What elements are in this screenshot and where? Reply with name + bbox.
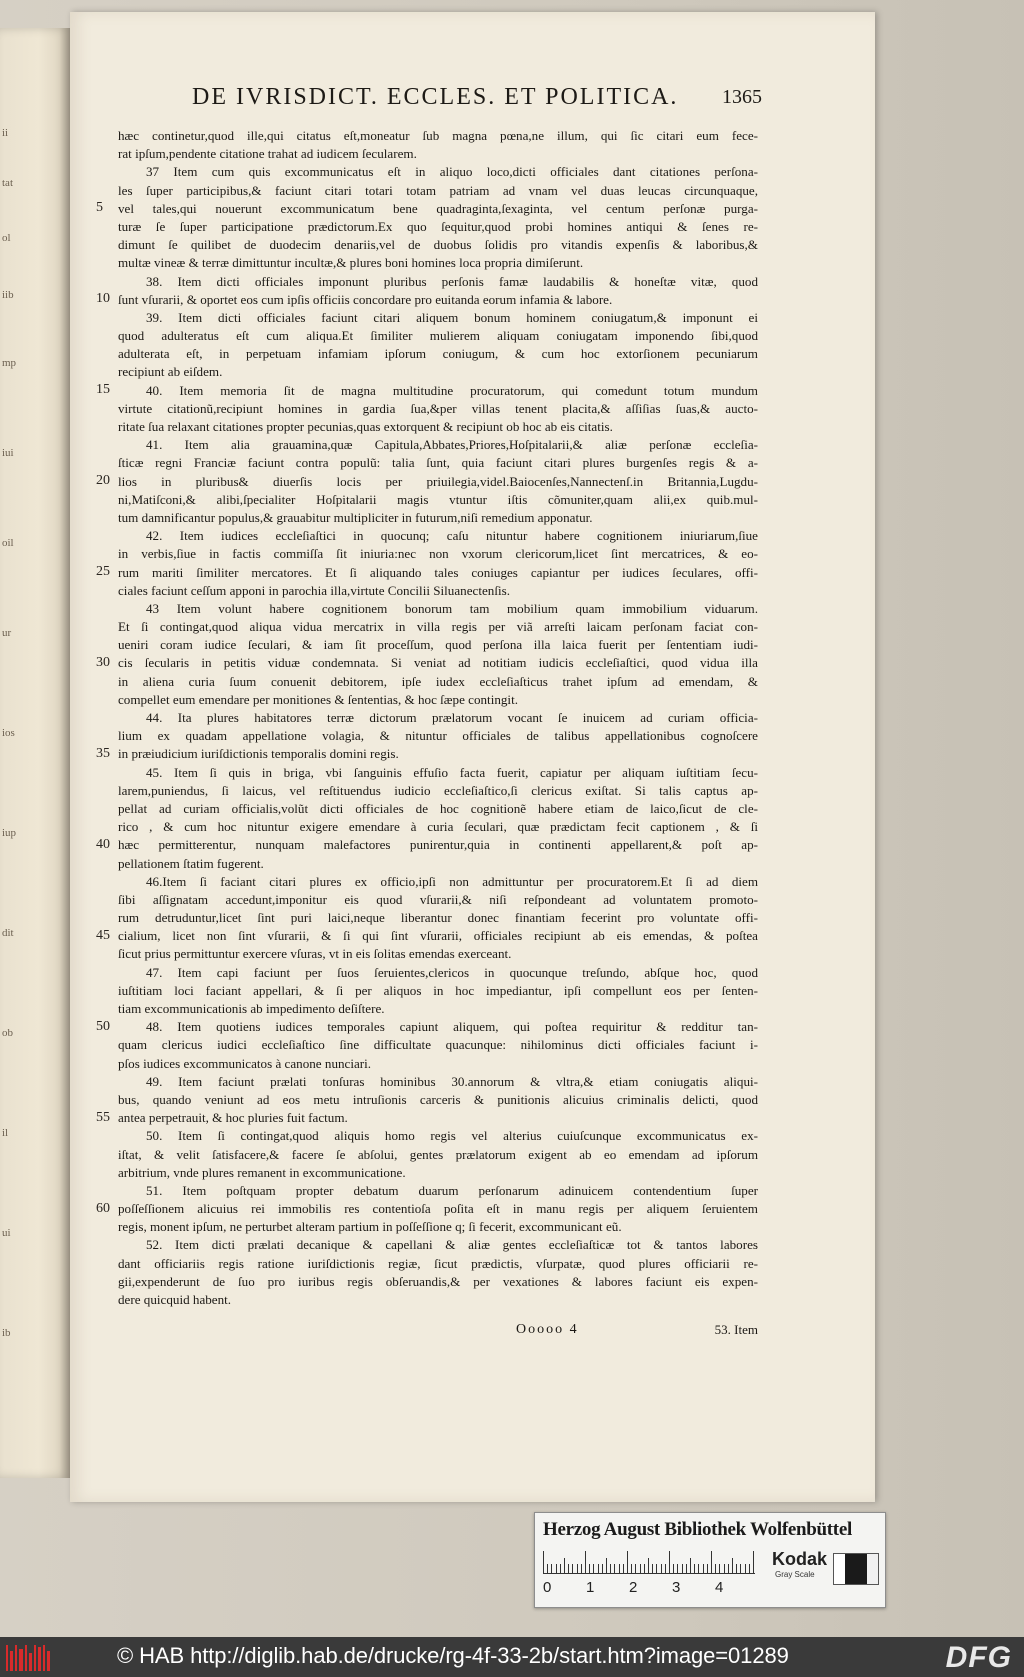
text-line: ſunt vſurarii, & oportet eos cum ipſis officiis concordare pro euitanda eorum infamia & labore. xyxy=(118,291,613,307)
text-line: quod adulteratus eſt cum aliqua.Et ſimiliter mulierem aliquam coniugatam imponendo ſibi,quod xyxy=(118,328,758,344)
ruler-tick xyxy=(665,1564,666,1573)
text-line: in præiudicium iuriſdictionis temporalis domini regis. xyxy=(118,746,399,762)
text-line: dere quicquid habent. xyxy=(118,1292,232,1307)
text-line: 42. Item iudices eccleſiaſtici in quocunq; caſu nituntur habere cognitionem iniuriarum,ſiue xyxy=(146,528,758,544)
left-page-fragment: iib xyxy=(2,289,14,301)
text-line: Et ſi contingat,quod aliqua vidua mercatrix in villa regis per viã arreſti laicam perſonam faciat con- xyxy=(118,619,758,635)
adjacent-page-edge xyxy=(0,28,70,1478)
line-number: 60 xyxy=(96,1200,110,1216)
text-line: 49. Item faciunt prælati tonſuras hominibus 30.annorum & vltra,& etiam coniugatis aliqui- xyxy=(146,1073,758,1089)
left-page-fragment: ob xyxy=(2,1027,13,1039)
text-line: ciales faciunt ceſſum apponi in parochia illa,virtute Concilii Siluanectenſis. xyxy=(118,582,510,598)
text-line: rum mariti ſimiliter mercatores. Et ſi aliquando tales coniuges capiantur per iudices ſeculares, offi- xyxy=(118,564,758,580)
text-line: 40. Item memoria ſit de magna multitudine procuratorum, qui comedunt totum mundum xyxy=(146,382,758,398)
ruler-tick xyxy=(749,1564,750,1573)
text-line: compellet eum emendare per monitiones & ſententias, & hoc ſæpe contingit. xyxy=(118,691,518,707)
text-line: 44. Ita plures habitatores terræ dictorum prælatorum vocant ſe inuicem ad curiam officia- xyxy=(146,710,758,725)
text-line: hæc continetur,quod ille,qui citatus eſt,moneatur ſub magna pœna,ne illum, qui ſic citari eum fece- xyxy=(118,128,758,143)
text-line: virtute citationũ,recipiunt homines in gardia ſua,&per villas tenent placita,& aſſiſias ſuas,& aucto- xyxy=(118,400,758,416)
running-head xyxy=(122,84,762,124)
text-line: bus, quando veniunt ad eos metu intruſionis carceris & punitionis alicuius criminalis delicti, quod xyxy=(118,1091,758,1107)
ruler-tick xyxy=(593,1564,594,1573)
text-line: 48. Item quotiens iudices temporales capiunt aliquem, qui poſtea requiritur & redditur tan- xyxy=(146,1019,758,1035)
left-page-fragment: ib xyxy=(2,1327,11,1339)
ruler-tick xyxy=(560,1564,561,1573)
text-line: les ſuper participibus,& faciunt citari totari totam patriam ad vnam vel duas leucas circunquaque, xyxy=(118,182,758,198)
ruler-tick xyxy=(598,1564,599,1573)
ruler-tick xyxy=(719,1564,720,1573)
viewer-footer xyxy=(0,1637,1024,1677)
ruler-tick xyxy=(619,1564,620,1573)
text-line: regis, monent ipſum, ne perturbet alteram partium in poſſeſſione q; ſi fecerit, excommunicant eũ. xyxy=(118,1219,622,1235)
text-line: 37 Item cum quis excommunicatus eſt in aliquo loco,dicti officiales dant citationes perſona- xyxy=(146,164,758,180)
main-text xyxy=(118,127,758,1309)
text-line: ritate ſua relaxant citationes propter pecunias,quas extorquent & recipiunt ob hoc ab eis citatis. xyxy=(118,419,613,434)
text-line: larem,puniendus, ſi laicus, vel reſtituendus iudicio eccleſiaſtico,ſi clericus exiſtat. Si talis captus ap- xyxy=(118,782,758,798)
gray-scale-patches xyxy=(833,1553,879,1585)
text-line: 50. Item ſi contingat,quod aliquis homo regis vel alterius cuiuſcunque excommunicatus ex- xyxy=(146,1128,758,1144)
ruler-tick xyxy=(551,1564,552,1573)
ruler-tick xyxy=(690,1558,691,1573)
ruler-tick xyxy=(682,1564,683,1573)
line-number: 25 xyxy=(96,563,110,579)
library-name: Herzog August Bibliothek Wolfenbüttel xyxy=(543,1519,852,1540)
text-line: 41. Item alia grauamina,quæ Capitula,Abbates,Priores,Hoſpitalarii,& aliæ perſonæ eccleſia- xyxy=(146,437,758,453)
ruler-tick xyxy=(614,1564,615,1573)
ruler-number: 1 xyxy=(586,1579,595,1596)
left-page-fragment: dit xyxy=(2,927,14,939)
ruler-tick xyxy=(589,1564,590,1573)
line-number: 40 xyxy=(96,836,110,852)
left-page-fragment: ur xyxy=(2,627,12,639)
dfg-logo: DFG xyxy=(945,1641,1012,1674)
text-line: tiam excommunicationis ab impedimento deſiſtere. xyxy=(118,1001,385,1016)
ruler-tick xyxy=(698,1564,699,1573)
text-line: 47. Item capi faciunt per ſuos ſeruientes,clericos in quocunque treſundo, abſque hoc, quod xyxy=(146,964,758,980)
page-foot xyxy=(118,1322,758,1342)
left-page-fragment: mp xyxy=(2,357,17,369)
left-page-fragment: ui xyxy=(2,1227,11,1239)
left-page-fragment: oil xyxy=(2,537,14,549)
ruler-number: 3 xyxy=(672,1579,681,1596)
text-line: ni,Matiſconi,& alibi,ſpecialiter Hoſpitalarii magis vtuntur iſtis cõmuniter,quam alii,ex quib.mul- xyxy=(118,491,758,507)
text-line: ſicut prius permittuntur exercere vſuras, vt in eis ſolitas emendas exerceant. xyxy=(118,946,512,962)
color-scale-card xyxy=(534,1512,886,1608)
ruler-tick xyxy=(694,1564,695,1573)
text-line: tum damnificantur populus,& grauabitur multipliciter in futurum,niſi remedium apponatur. xyxy=(118,509,593,525)
ruler-tick xyxy=(711,1551,712,1573)
line-number: 45 xyxy=(96,927,110,943)
ruler-number: 2 xyxy=(629,1579,638,1596)
text-line: 43 Item volunt habere cognitionem bonorum tam mobilium quam immobilium viduarum. xyxy=(146,600,758,616)
text-line: recipiunt ab eiſdem. xyxy=(118,364,223,380)
ruler-tick xyxy=(669,1551,670,1573)
line-number: 15 xyxy=(96,381,110,397)
left-page-fragment: iui xyxy=(2,447,14,459)
line-number: 30 xyxy=(96,654,110,670)
left-page-fragment: ol xyxy=(2,232,11,244)
ruler-tick xyxy=(556,1564,557,1573)
ruler-tick xyxy=(728,1564,729,1573)
ruler-tick xyxy=(543,1551,544,1573)
ruler-tick xyxy=(673,1564,674,1573)
text-line: ueniri coram iudice ſeculari, & iam ſit proceſſum, quod perſona illa laica fuerit per ſententiam iudi- xyxy=(118,637,758,653)
ruler-tick xyxy=(736,1564,737,1573)
left-page-fragment: il xyxy=(2,1127,9,1139)
text-line: 39. Item dicti officiales faciunt citari aliquem bonum hominem coniugatum,& imponunt ei xyxy=(146,309,758,325)
ruler-tick xyxy=(568,1564,569,1573)
ruler-tick xyxy=(652,1564,653,1573)
kodak-logo: Kodak xyxy=(772,1549,828,1569)
ruler-tick xyxy=(602,1564,603,1573)
ruler-tick xyxy=(686,1564,687,1573)
barcode-icon xyxy=(6,1645,50,1671)
text-line: hæc permitterentur, nunquam malefactores punirentur,quia in continenti appellarent,& poſt ap- xyxy=(118,837,758,853)
text-line: rum detruduntur,licet ſint puri laici,neque liberantur donec finantiam fecerint pro voluntate offi- xyxy=(118,910,758,926)
ruler xyxy=(543,1549,755,1574)
ruler-number: 4 xyxy=(715,1579,724,1596)
line-number: 35 xyxy=(96,745,110,761)
line-number: 50 xyxy=(96,1018,110,1034)
ruler-number: 0 xyxy=(543,1579,552,1596)
left-page-fragment: tat xyxy=(2,177,13,189)
text-line: iſtat, & velit ſatisfacere,& facere ſe abſolui, gentes prælatorum exigent ab eo emendam ad ipſorum xyxy=(118,1146,758,1162)
ruler-tick xyxy=(631,1564,632,1573)
text-line: 52. Item dicti prælati decanique & capellani & aliæ gentes eccleſiaſticæ tot & tantos labores xyxy=(146,1237,758,1253)
ruler-tick xyxy=(627,1551,628,1573)
page-number: 1365 xyxy=(722,86,762,108)
text-line: lium ex quadam appellatione volagia, & nituntur officiales de talibus appellationibus cognoſcere xyxy=(118,728,758,744)
text-line: pſos iudices excommunicatos à canone nunciari. xyxy=(118,1055,372,1071)
text-line: antea perpetrauit, & hoc pluries fuit factum. xyxy=(118,1110,348,1126)
text-line: ſibi aſſignatam accedunt,imponitur eis quod vſurarii,& niſi reſpondeant ad voluntatem promoto- xyxy=(118,891,758,907)
line-number: 20 xyxy=(96,472,110,488)
ruler-tick xyxy=(577,1564,578,1573)
text-line: pellat ad curiam officialis,volũt dicti officiales de hoc cognitionẽ habere etiam de laico,ſicut de cle- xyxy=(118,800,758,816)
line-number: 55 xyxy=(96,1109,110,1125)
text-line: arbitrium, vnde plures remanent in excommunicatione. xyxy=(118,1164,406,1180)
text-line: cis ſecularis in petitis viduæ condemnata. Si veniat ad notitiam iudicis eccleſiaſtici, quod vidua illa xyxy=(118,655,758,671)
ruler-tick xyxy=(640,1564,641,1573)
ruler-tick xyxy=(715,1564,716,1573)
line-number: 5 xyxy=(96,199,103,215)
ruler-tick xyxy=(703,1564,704,1573)
ruler-tick xyxy=(572,1564,573,1573)
ruler-tick xyxy=(606,1558,607,1573)
ruler-tick xyxy=(581,1564,582,1573)
ruler-tick xyxy=(644,1564,645,1573)
text-line: ſticæ regni Franciæ faciunt contra populũ: talia ſunt, quia faciunt citari plures burgenſes regis & a- xyxy=(118,455,758,471)
left-page-fragment: ii xyxy=(2,127,9,139)
text-line: iuſtitiam loci faciant appellari, & ſi per aliquos in hoc impediantur, ipſi compellunt eos per ſenten- xyxy=(118,982,758,998)
ruler-tick xyxy=(610,1564,611,1573)
ruler-tick xyxy=(707,1564,708,1573)
ruler-tick xyxy=(656,1564,657,1573)
text-line: dimunt ſe quilibet de duodecim denariis,vel de duobus ſolidis pro vitandis expenſis & laboribus,& xyxy=(118,237,758,253)
text-line: quam clericus iudici eccleſiaſtico ſine difficultate quacunque: nihilominus dicti officiales faciunt i- xyxy=(118,1037,758,1053)
ruler-tick xyxy=(745,1564,746,1573)
text-line: rico , & cum hoc nituntur exigere emendare à curia ſeculari, quæ prædictam fecit captionem , & ſi xyxy=(118,819,758,835)
ruler-tick xyxy=(724,1564,725,1573)
ruler-tick xyxy=(585,1551,586,1573)
catchword: 53. Item xyxy=(714,1322,758,1337)
text-line: multæ vineæ & terræ dimittuntur incultæ,& plures boni homines loca propria dimiſerunt. xyxy=(118,255,584,271)
ruler-tick xyxy=(564,1558,565,1573)
ruler-tick xyxy=(547,1564,548,1573)
text-line: in aliena curia ſuum conuenit debitorem, ipſe iudex eccleſiaſticus trahet ipſum ad emendam, & xyxy=(118,673,758,689)
ruler-tick xyxy=(740,1564,741,1573)
ruler-tick xyxy=(623,1564,624,1573)
ruler-tick xyxy=(677,1564,678,1573)
text-line: 51. Item poſtquam propter debatum duarum perſonarum adinuicem contendentium ſuper xyxy=(146,1182,758,1198)
line-number: 10 xyxy=(96,290,110,306)
text-line: turæ ſe ſuper participatione prædictorum.Ex quo ſequitur,quod probi homines antiqui & ſenes re- xyxy=(118,218,758,234)
ruler-tick xyxy=(753,1551,754,1573)
ruler-tick xyxy=(661,1564,662,1573)
text-line: dant officiariis regis ratione iuriſdictionis regiæ, ſicut prædictis, vſurpatæ, quod plures officiarii re- xyxy=(118,1255,758,1271)
ruler-tick xyxy=(648,1558,649,1573)
copyright-url[interactable]: © HAB http://diglib.hab.de/drucke/rg-4f-33-2b/start.htm?image=01289 xyxy=(117,1643,789,1668)
gray-scale-label: Gray Scale xyxy=(775,1570,815,1579)
text-line: lios in pluribus& diuerſis locis per priuilegia,videl.Baiocenſes,Nannectenſ.in Britannia,Lugdu- xyxy=(118,473,758,489)
text-line: vel tales,qui nouerunt excommunicatum bene quadraginta,ſexaginta, vel centum perſonæ purga- xyxy=(118,200,758,216)
signature-mark: Ooooo 4 xyxy=(516,1322,579,1337)
text-line: adulterata eſt, in perpetuam infamiam ipſorum coniugum, & cum hoc extorſionem pecuniarum xyxy=(118,346,758,362)
text-line: poſſeſſionem alicuius rei immobilis res contentioſa poſita eſt in manu regis per aliquem ſeruientem xyxy=(118,1201,758,1217)
left-page-fragment: iup xyxy=(2,827,17,839)
ruler-tick xyxy=(635,1564,636,1573)
text-line: rat ipſum,pendente citatione trahat ad iudicem ſecularem. xyxy=(118,146,417,162)
ruler-tick xyxy=(732,1558,733,1573)
text-line: gii,expenderunt de ſuo pro iuribus regis obſeruandis,& per vexationes & labores faciunt eis expen- xyxy=(118,1273,758,1289)
text-line: in verbis,ſiue in factis commiſſa ſit iniuria:nec non vxorum clericorum,licet ſint mercatrices, & eo- xyxy=(118,546,758,562)
left-page-fragment: ios xyxy=(2,727,15,739)
text-line: cialium, licet non ſint vſurarii, & ſi qui ſint vſurarii, officiales recipiunt ab eis emendas, & poſtea xyxy=(118,928,758,944)
text-line: 38. Item dicti officiales imponunt pluribus perſonis famæ laudabilis & honeſtæ vitæ, quod xyxy=(146,273,758,289)
text-line: pellationem ſtatim fugerent. xyxy=(118,855,264,871)
running-title: DE IVRISDICT. ECCLES. ET POLITICA. xyxy=(192,84,679,110)
text-line: 45. Item ſi quis in briga, vbi ſanguinis effuſio facta fuerit, capiatur per aliquam iuſtitiam ſecu- xyxy=(146,764,758,780)
text-line: 46.Item ſi faciant citari plures ex officio,ipſi non admittuntur per procuratorem.Et ſi ad diem xyxy=(146,873,758,889)
